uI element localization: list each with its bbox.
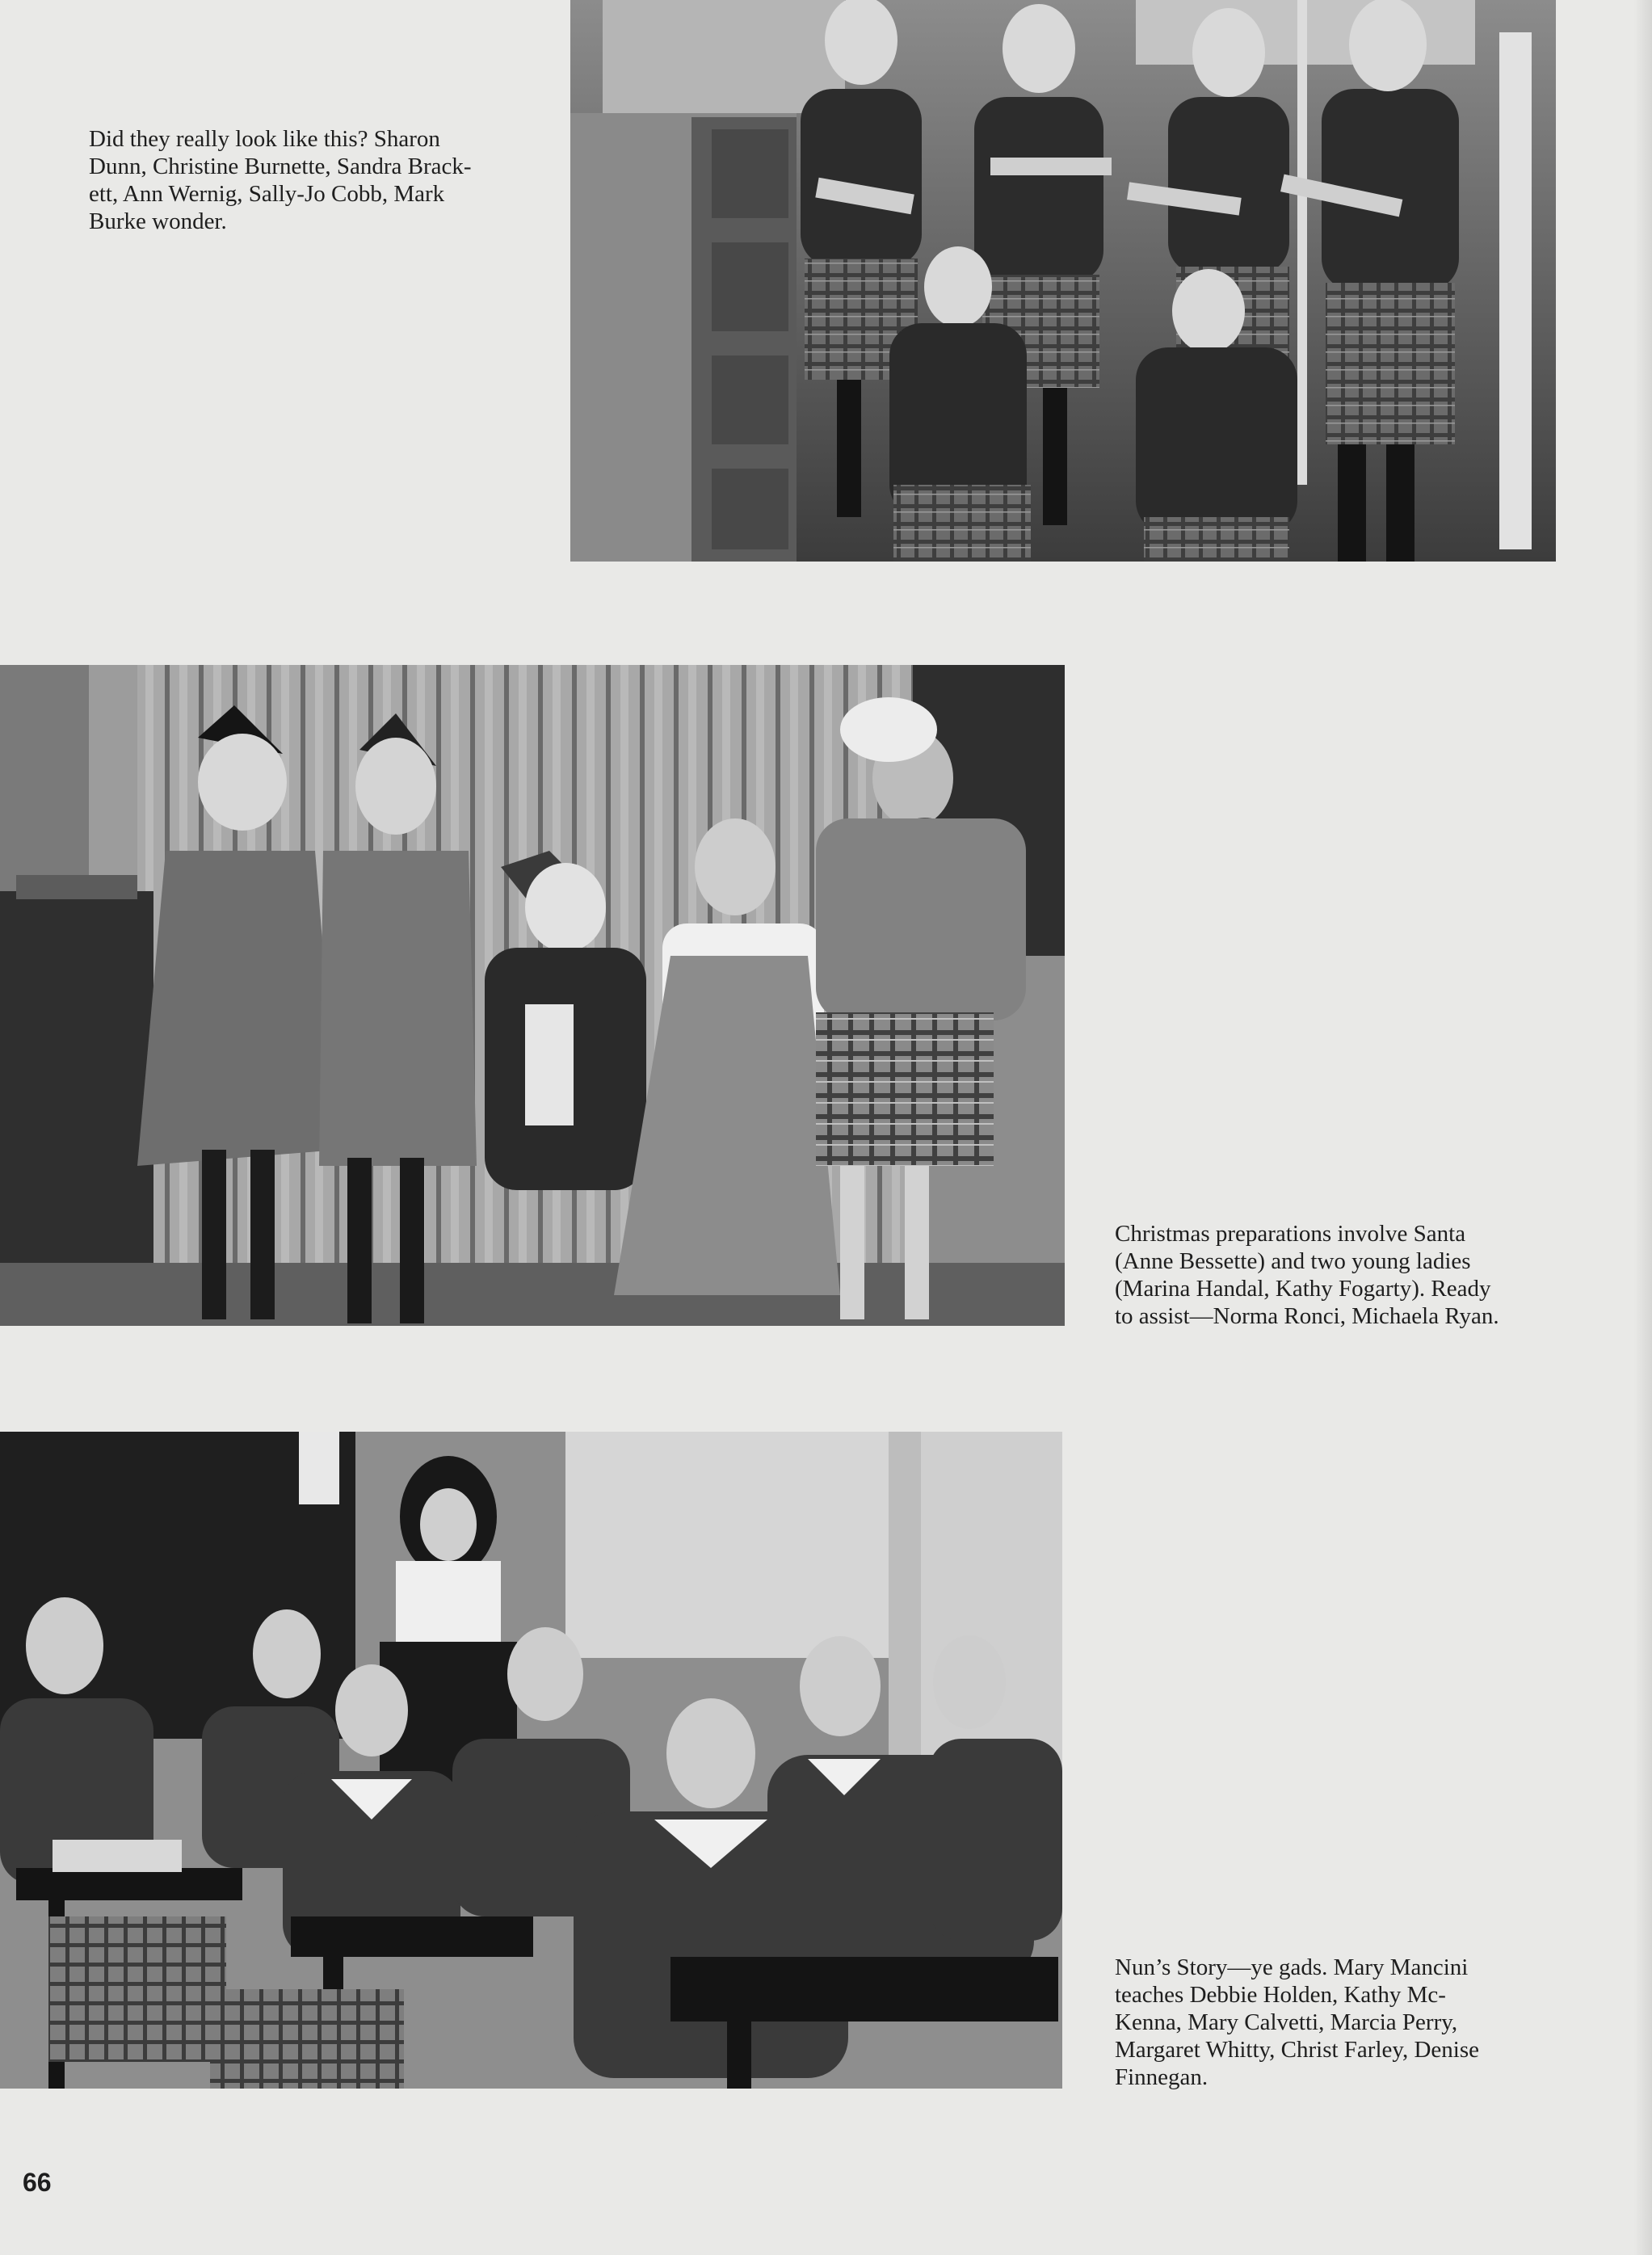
photo-caption-1: [89, 125, 521, 235]
caption-line: (Anne Bessette) and two young ladies: [1115, 1248, 1471, 1274]
caption-line: Did they really look like this? Sharon: [89, 126, 440, 152]
page-number: 66: [23, 2168, 52, 2197]
photo-nuns-story: [0, 1432, 1062, 2089]
page-edge: [1634, 0, 1652, 2255]
photo-christmas-santa-image: [0, 665, 1065, 1326]
caption-line: Kenna, Mary Calvetti, Marcia Perry,: [1115, 2009, 1458, 2035]
photo-caption-3: [1115, 1954, 1547, 2091]
caption-line: Nun’s Story—ye gads. Mary Mancini: [1115, 1954, 1469, 1980]
caption-line: (Marina Handal, Kathy Fogarty). Ready: [1115, 1276, 1491, 1302]
caption-line: to assist—Norma Ronci, Michaela Ryan.: [1115, 1303, 1499, 1329]
caption-line: Finnegan.: [1115, 2064, 1209, 2090]
caption-line: Christmas preparations involve Santa: [1115, 1221, 1466, 1247]
photo-girls-reading-image: [570, 0, 1556, 562]
caption-line: teaches Debbie Holden, Kathy Mc-: [1115, 1982, 1446, 2008]
caption-line: Dunn, Christine Burnette, Sandra Brack-: [89, 154, 472, 179]
photo-christmas-santa: [0, 665, 1065, 1326]
photo-girls-reading: [570, 0, 1556, 562]
photo-nuns-story-image: [0, 1432, 1062, 2089]
caption-line: Margaret Whitty, Christ Farley, Denise: [1115, 2037, 1480, 2063]
caption-line: ett, Ann Wernig, Sally-Jo Cobb, Mark: [89, 181, 445, 207]
photo-caption-2: [1115, 1220, 1547, 1330]
caption-line: Burke wonder.: [89, 208, 227, 234]
